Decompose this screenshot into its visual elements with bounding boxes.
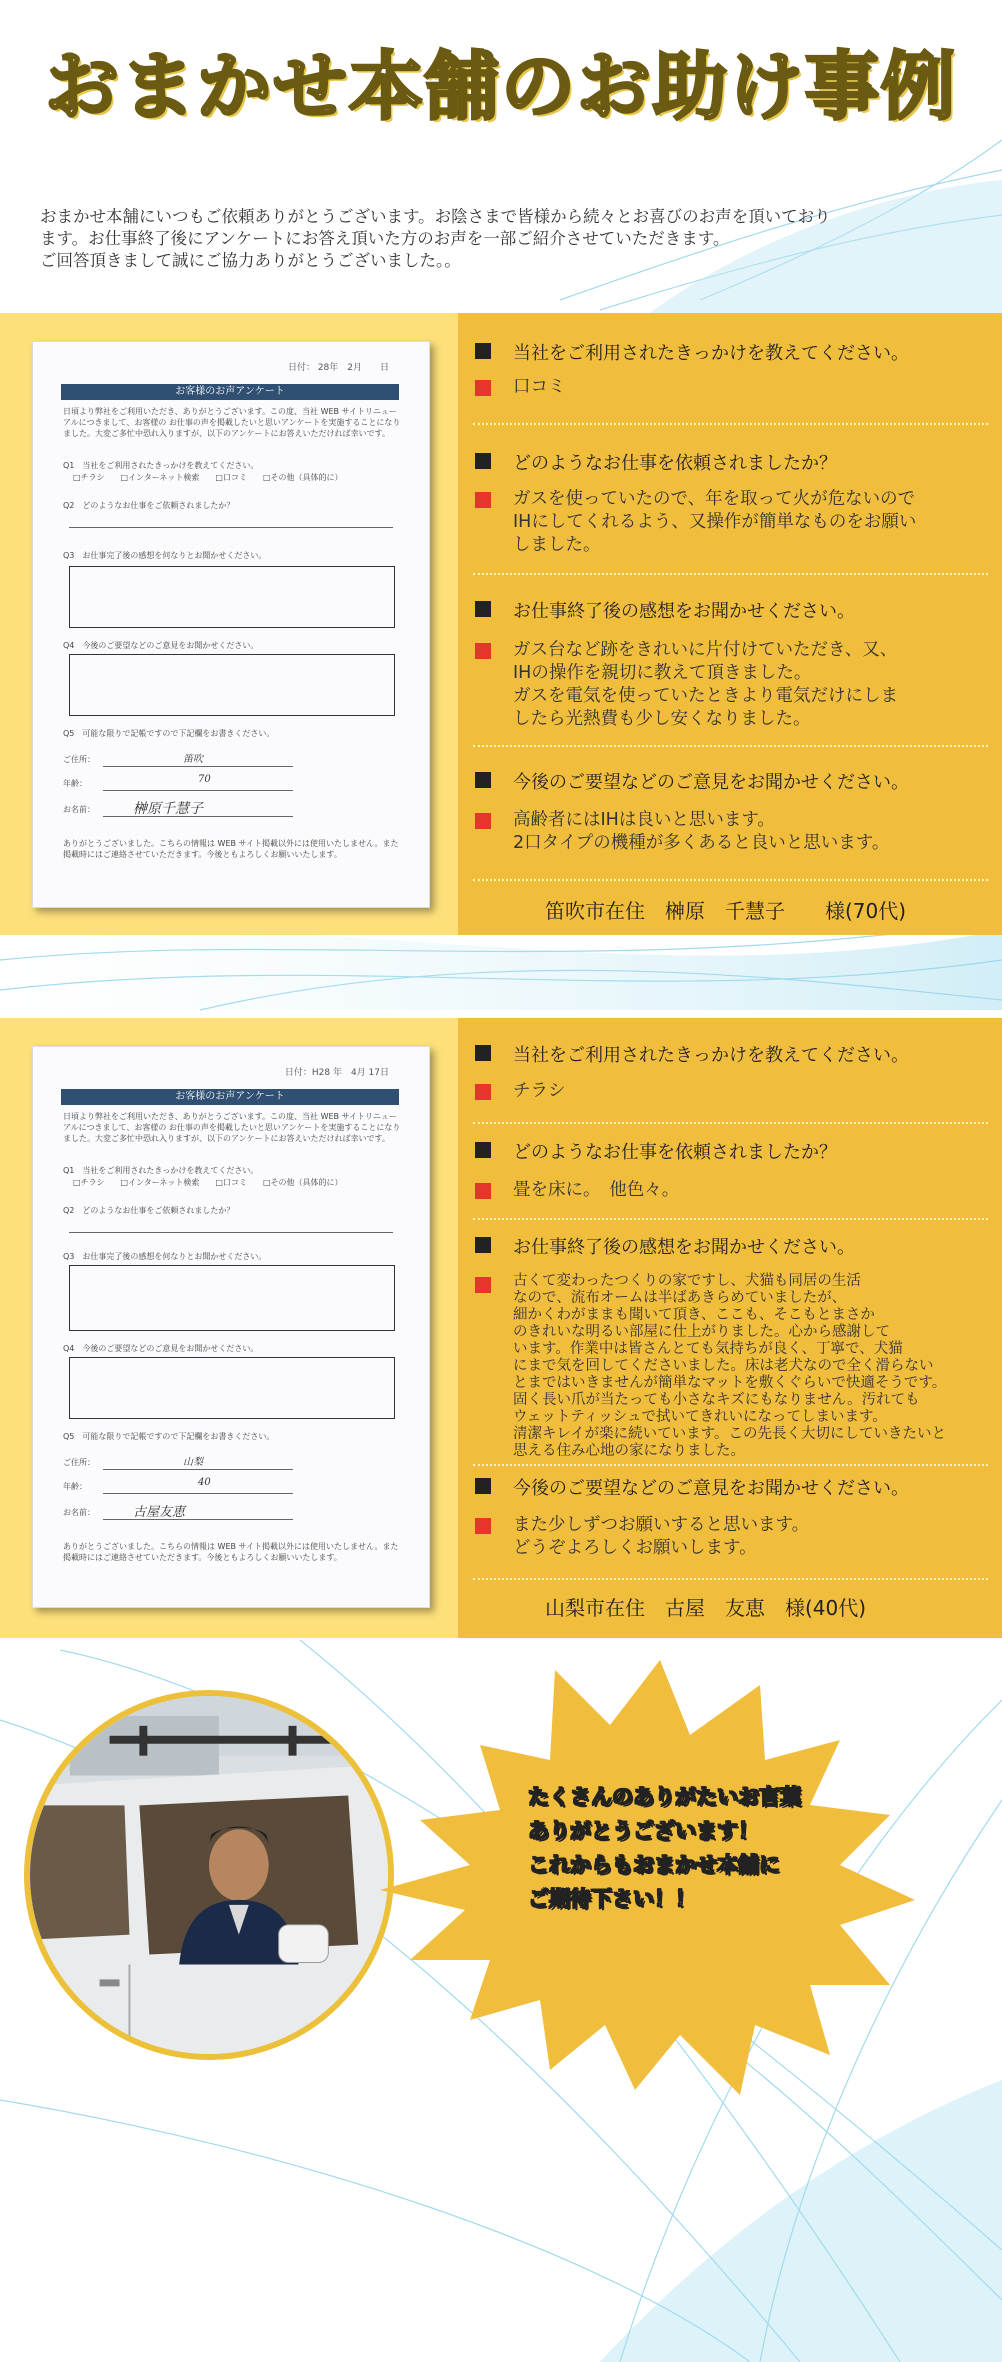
red-square-icon: [475, 1518, 491, 1534]
red-square-icon: [475, 492, 491, 508]
black-square-icon: [475, 1045, 491, 1061]
closing-line: ありがとうございます！: [528, 1819, 759, 1843]
page-title: おまかせ本舗のお助け事例: [45, 44, 957, 130]
divider: [473, 1464, 988, 1466]
answer-box: [69, 1265, 395, 1331]
question-text: 今後のご要望などのご意見をお聞かせください。: [513, 772, 909, 793]
answer-line: IHの操作を親切に教えて頂きました。: [513, 663, 812, 683]
handwritten-name: 榊原千慧子: [133, 801, 203, 817]
divider: [473, 423, 988, 425]
question-text: お仕事終了後の感想をお聞かせください。: [513, 1237, 855, 1258]
survey-q4: Q4 今後のご要望などのご意見をお聞かせください。: [63, 641, 259, 650]
answer-line: 固く長い爪が当たっても小さなキズにもなりません。汚れても: [513, 1392, 920, 1408]
black-square-icon: [475, 1237, 491, 1253]
red-square-icon: [475, 643, 491, 659]
red-square-icon: [475, 813, 491, 829]
divider: [473, 745, 988, 747]
answer-line: また少しずつお願いすると思います。: [513, 1515, 810, 1535]
black-square-icon: [475, 772, 491, 788]
red-square-icon: [475, 1084, 491, 1100]
survey-q3: Q3 お仕事完了後の感想を何なりとお聞かせください。: [63, 1252, 267, 1261]
divider: [473, 573, 988, 575]
answer-text: [513, 809, 983, 855]
survey-date: 日付： 28年 2月 日: [287, 363, 389, 373]
review-section-2: [0, 1018, 1002, 1638]
intro-line: ます。お仕事終了後にアンケートにお答え頂いた方のお声を一部ご紹介させていただきます。: [40, 229, 730, 248]
answer-line: ガス台など跡をきれいに片付けていただき、又、: [513, 640, 898, 660]
question-text: 当社をご利用されたきっかけを教えてください。: [513, 1045, 909, 1066]
answer-line: しました。: [513, 535, 601, 555]
answer-line: [69, 1232, 393, 1233]
question-text: お仕事終了後の感想をお聞かせください。: [513, 601, 855, 622]
survey-consent: Q5 可能な限りで記帳ですので下記欄をお書きください。: [63, 729, 275, 738]
staff-photo: [24, 1690, 394, 2060]
survey-consent: Q5 可能な限りで記帳ですので下記欄をお書きください。: [63, 1432, 275, 1441]
name-label: お名前：: [63, 1508, 95, 1517]
survey-q4: Q4 今後のご要望などのご意見をお聞かせください。: [63, 1344, 259, 1353]
customer-signature: 山梨市在住 古屋 友恵 様(40代): [545, 1596, 867, 1620]
answer-line: います。作業中は皆さんとても気持ちが良く、丁寧で、犬猫: [513, 1341, 903, 1357]
answer-line: なので、流布オームは半ばあきらめていましたが、: [513, 1290, 847, 1306]
age-label: 年齢：: [63, 779, 87, 788]
survey-q2: Q2 どのようなお仕事をご依頼されましたか？: [63, 1206, 235, 1215]
survey-q1: Q1 当社をご利用されたきっかけを教えてください。: [63, 461, 259, 470]
question-text: どのようなお仕事を依頼されましたか？: [513, 1142, 837, 1163]
closing-line: たくさんのありがたいお言葉: [528, 1785, 801, 1809]
qa-list: [473, 1018, 993, 1638]
survey-sheet-image: [32, 341, 430, 908]
survey-intro: 日頃より弊社をご利用いただき、ありがとうございます。この度、当社 WEB サイトリニューアルにつきまして、お客様の お仕事の声を掲載したいと思いアンケートを実施することになりました。大変ご多忙中恐れ入りますが、以下のアンケートにお答えいただければ幸いです。: [63, 407, 401, 438]
intro-line: おまかせ本舗にいつもご依頼ありがとうございます。お陰さまで皆様から続々とお喜びのお声を頂いており: [40, 207, 831, 226]
survey-options: □チラシ □インターネット検索 □口コミ □その他（具体的に）: [73, 473, 343, 482]
name-label: お名前：: [63, 805, 95, 814]
answer-line: 2口タイプの機種が多くあると良いと思います。: [513, 833, 890, 853]
answer-line: 高齢者にはIHは良いと思います。: [513, 810, 775, 830]
black-square-icon: [475, 1142, 491, 1158]
review-section-1: [0, 313, 1002, 935]
address-label: ご住所：: [63, 1458, 95, 1467]
answer-box: [69, 654, 395, 716]
answer-line: ガスを使っていたので、年を取って火が危ないので: [513, 489, 916, 509]
divider: [473, 1122, 988, 1124]
answer-line: ガスを電気を使っていたときより電気だけにしま: [513, 686, 898, 706]
survey-footer: ありがとうございました。こちらの情報は WEB サイト掲載以外には使用いたしません。また掲載時にはご連絡させていただきます。今後ともよろしくお願いいたします。: [63, 839, 399, 859]
survey-date: 日付：H28 年 4月 17日: [284, 1068, 389, 1078]
divider: [473, 1218, 988, 1220]
answer-line: [103, 1493, 293, 1494]
red-square-icon: [475, 1277, 491, 1293]
closing-line: ご期待下さい！！: [528, 1887, 696, 1911]
answer-line: にまで気を回してくださいました。床は老犬なので全く滑らない: [513, 1358, 934, 1374]
red-square-icon: [475, 1183, 491, 1199]
qa-list: [473, 313, 993, 935]
survey-intro: 日頃より弊社をご利用いただき、ありがとうございます。この度、当社 WEB サイトリニューアルにつきまして、お客様の お仕事の声を掲載したいと思いアンケートを実施することになりました。大変ご多忙中恐れ入りますが、以下のアンケートにお答えいただければ幸いです。: [63, 1112, 401, 1143]
answer-line: 細かくわがままも聞いて頂き、ここも、そこもとまさか: [513, 1307, 875, 1323]
answer-text: [513, 1273, 993, 1460]
survey-q2: Q2 どのようなお仕事をご依頼されましたか？: [63, 501, 235, 510]
customer-signature: 笛吹市在住 榊原 千慧子 様(70代): [545, 899, 907, 923]
staff-in-van-image: [30, 1696, 388, 2054]
answer-line: [103, 1469, 293, 1470]
closing-line: これからもおまかせ本舗に: [528, 1853, 780, 1877]
answer-line: のきれいな明るい部屋に仕上がりました。心から感謝して: [513, 1324, 890, 1340]
divider: [473, 879, 988, 881]
black-square-icon: [475, 343, 491, 359]
answer-line: どうぞよろしくお願いします。: [513, 1538, 757, 1558]
answer-line: [69, 527, 393, 528]
answer-text: [513, 1514, 983, 1560]
address-label: ご住所：: [63, 755, 95, 764]
answer-line: とまではいきませんが簡単なマットを敷くぐらいで快適そうです。: [513, 1375, 947, 1391]
answer-line: [103, 1519, 293, 1520]
answer-box: [69, 1357, 395, 1419]
answer-line: したら光熱費も少し安くなりました。: [513, 709, 811, 729]
answer-box: [69, 566, 395, 628]
handwritten-name: 古屋友恵: [133, 1505, 186, 1520]
answer-text: [513, 488, 983, 557]
answer-line: [103, 766, 293, 767]
handwritten-city: 笛吹: [183, 754, 203, 765]
answer-text: チラシ: [513, 1081, 566, 1101]
question-text: どのようなお仕事を依頼されましたか？: [513, 453, 837, 474]
black-square-icon: [475, 453, 491, 469]
handwritten-city: 山梨: [183, 1457, 203, 1468]
answer-line: IHにしてくれるよう、又操作が簡単なものをお願い: [513, 512, 917, 532]
answer-line: 清潔キレイが楽に続いています。この先長く大切にしていきたいと: [513, 1426, 946, 1442]
age-label: 年齢：: [63, 1482, 87, 1491]
survey-header: お客様のお声アンケート: [61, 1089, 399, 1105]
answer-text: 畳を床に。 他色々。: [513, 1180, 680, 1200]
answer-line: ウェットティッシュで拭いてきれいになってしまいます。: [513, 1409, 887, 1425]
survey-q3: Q3 お仕事完了後の感想を何なりとお聞かせください。: [63, 551, 267, 560]
handwritten-age: 40: [198, 1477, 211, 1488]
answer-text: 口コミ: [513, 377, 566, 397]
survey-options: □チラシ □インターネット検索 □口コミ □その他（具体的に）: [73, 1178, 343, 1187]
intro-text: [40, 206, 970, 272]
survey-q1: Q1 当社をご利用されたきっかけを教えてください。: [63, 1166, 259, 1175]
answer-line: [103, 790, 293, 791]
answer-line: [103, 816, 293, 817]
closing-message: [528, 1780, 888, 1916]
handwritten-age: 70: [198, 774, 211, 785]
survey-header: お客様のお声アンケート: [61, 384, 399, 400]
red-square-icon: [475, 380, 491, 396]
intro-line: ご回答頂きまして誠にご協力ありがとうございました。。: [40, 251, 461, 270]
question-text: 当社をご利用されたきっかけを教えてください。: [513, 343, 909, 364]
question-text: 今後のご要望などのご意見をお聞かせください。: [513, 1478, 909, 1499]
survey-footer: ありがとうございました。こちらの情報は WEB サイト掲載以外には使用いたしません。また掲載時にはご連絡させていただきます。今後ともよろしくお願いいたします。: [63, 1542, 399, 1562]
answer-text: [513, 639, 983, 731]
black-square-icon: [475, 1478, 491, 1494]
answer-line: 古くて変わったつくりの家ですし、犬猫も同居の生活: [513, 1273, 861, 1289]
divider: [473, 1578, 988, 1580]
black-square-icon: [475, 601, 491, 617]
answer-line: 思える住み心地の家になりました。: [513, 1443, 745, 1459]
survey-sheet-image: [32, 1046, 430, 1608]
